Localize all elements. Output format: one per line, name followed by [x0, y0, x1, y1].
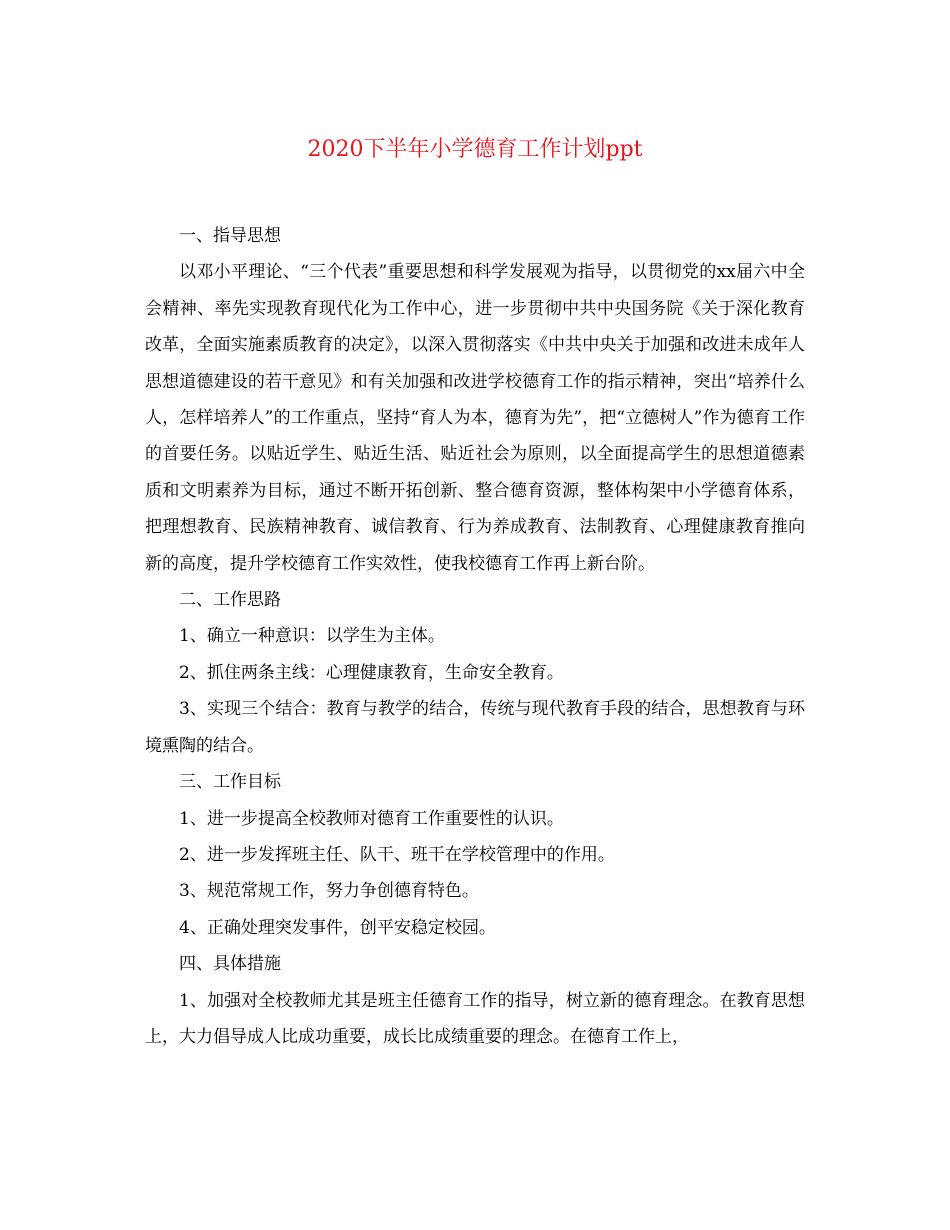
list-item: 1、进一步提高全校教师对德育工作重要性的认识。	[179, 808, 564, 829]
section-heading: 三、工作目标	[179, 772, 281, 793]
body-paragraph: 以邓小平理论、“三个代表”重要思想和科学发展观为指导，以贯彻党的xx届六中全会精神、率先实现教育现代化为工作中心，进一步贯彻中共中央国务院《关于深化教育改革，全面实施素质教育的决定》，以深入贯彻落实《中共中央关于加强和改进未成年人思想道德建设的若干意见》和有关加强和改进学校德育工作的指示精神，突出“培养什么人，怎样培养人”的工作重点，坚持“育人为本，德育为先”，把“立德树人”作为德育工作的首要任务。以贴近学生、贴近生活、贴近社会为原则，以全面提高学生的思想道德素质和文明素养为目标，通过不断开拓创新、整合德育资源，整体构架中小学德育体系，把理想教育、民族精神教育、诚信教育、行为养成教育、法制教育、心理健康教育推向新的高度，提升学校德育工作实效性，使我校德育工作再上新台阶。	[145, 262, 805, 574]
section-heading: 四、具体措施	[179, 954, 281, 975]
list-item: 1、确立一种意识：以学生为主体。	[179, 626, 445, 647]
list-item: 2、进一步发挥班主任、队干、班干在学校管理中的作用。	[179, 844, 615, 865]
section-heading: 一、指导思想	[179, 226, 281, 246]
list-item: 1、加强对全校教师尤其是班主任德育工作的指导，树立新的德育理念。在教育思想上，大力倡导成人比成功重要，成长比成绩重要的理念。在德育工作上，	[145, 990, 805, 1047]
document-title: 2020下半年小学德育工作计划ppt	[307, 137, 643, 162]
section-heading: 二、工作思路	[179, 590, 281, 611]
document-body	[145, 218, 805, 1055]
list-item: 2、抓住两条主线：心理健康教育，生命安全教育。	[179, 662, 564, 683]
list-item: 3、规范常规工作，努力争创德育特色。	[179, 881, 479, 902]
list-item: 3、实现三个结合：教育与教学的结合，传统与现代教育手段的结合，思想教育与环境熏陶的结合。	[145, 699, 805, 756]
list-item: 4、正确处理突发事件，创平安稳定校园。	[179, 917, 496, 938]
